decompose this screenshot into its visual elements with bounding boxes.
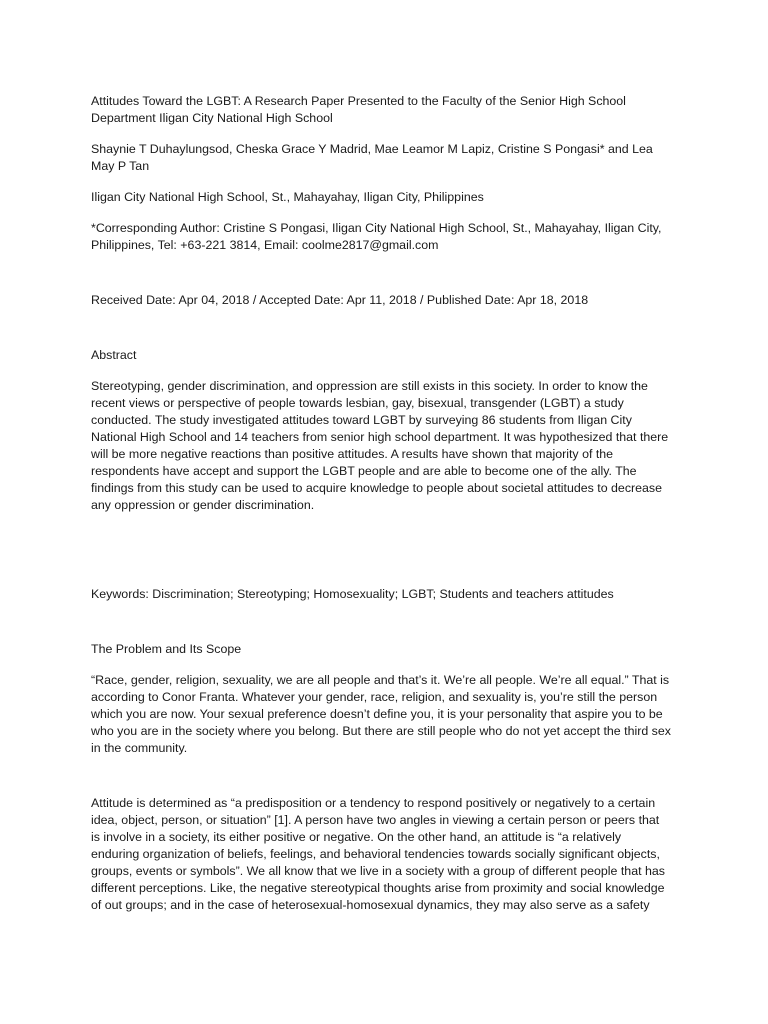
abstract-heading: Abstract (91, 348, 137, 362)
document-page (91, 93, 671, 914)
abstract-body: Stereotyping, gender discrimination, and oppression are still exists in this society. In order to know the recent views or perspective of people towards lesbian, gay, bisexual, transgender (LGBT) a study conducted. The study investigated attitudes toward LGBT by surveying 86 students from Iligan City National High School and 14 teachers from senior high school department. It was hypothesized that there will be more negative reactions than positive attitudes. A results have shown that majority of the respondents have accept and support the LGBT people and are able to become one of the ally. The findings from this study can be used to acquire knowledge to people about societal attitudes to decrease any oppression or gender discrimination. (91, 379, 669, 512)
section-heading: The Problem and Its Scope (91, 642, 242, 656)
section-paragraph: Attitude is determined as “a predisposition or a tendency to respond positively or negatively to a certain idea, object, person, or situation” [1]. A person have two angles in viewing a certain person or peers that is involve in a society, its either positive or negative. On the other hand, an attitude is “a relatively enduring organization of beliefs, feelings, and behavioral tendencies towards socially significant objects, groups, events or symbols”. We all know that we live in a society with a group of different people that has different perceptions. Like, the negative stereotypical thoughts arise from proximity and social knowledge of out groups; and in the case of heterosexual-homosexual dynamics, they may also serve as a safety (91, 796, 665, 912)
publication-dates: Received Date: Apr 04, 2018 / Accepted Date: Apr 11, 2018 / Published Date: Apr 18, 2018 (91, 293, 589, 307)
corresponding-author: *Corresponding Author: Cristine S Pongasi, Iligan City National High School, St., Mahayahay, Iligan City, Philippines, Tel: +63-221 3814, Email: coolme2817@gmail.com (91, 221, 662, 252)
affiliation: Iligan City National High School, St., Mahayahay, Iligan City, Philippines (91, 190, 484, 204)
keywords: Keywords: Discrimination; Stereotyping; Homosexuality; LGBT; Students and teachers attitudes (91, 587, 614, 601)
paper-title: Attitudes Toward the LGBT: A Research Paper Presented to the Faculty of the Senior High School Department Iligan City National High School (91, 94, 626, 125)
section-paragraph: “Race, gender, religion, sexuality, we are all people and that’s it. We’re all people. We’re all equal.” That is according to Conor Franta. Whatever your gender, race, religion, and sexuality is, you’re still the person which you are now. Your sexual preference doesn’t define you, it is your personality that aspire you to be who you are in the society where you belong. But there are still people who do not yet accept the third sex in the community. (91, 673, 671, 755)
author-list: Shaynie T Duhaylungsod, Cheska Grace Y Madrid, Mae Leamor M Lapiz, Cristine S Pongasi* and Lea May P Tan (91, 142, 653, 173)
